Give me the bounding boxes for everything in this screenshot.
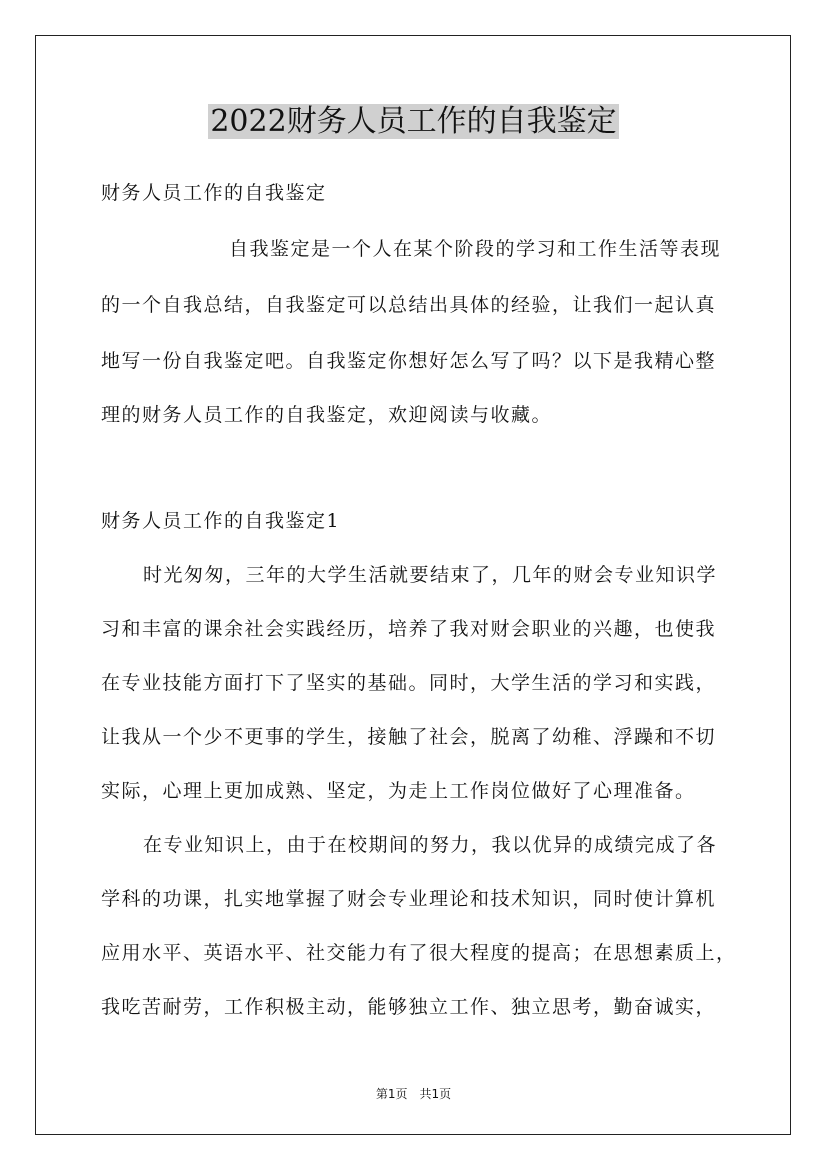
intro-line-3: 地写一份自我鉴定吧。自我鉴定你想好怎么写了吗？以下是我精心整 (101, 350, 717, 372)
para1-line-1: 时光匆匆，三年的大学生活就要结束了，几年的财会专业知识学 (143, 564, 718, 586)
para2-line-2: 学科的功课，扎实地掌握了财会专业理论和技术知识，同时使计算机 (101, 888, 717, 910)
para1-line-3: 在专业技能方面打下了坚实的基础。同时，大学生活的学习和实践， (101, 672, 717, 694)
document-subtitle: 财务人员工作的自我鉴定 (101, 182, 327, 204)
para1-line-4: 让我从一个少不更事的学生，接触了社会，脱离了幼稚、浮躁和不切 (101, 726, 717, 748)
intro-line-1: 自我鉴定是一个人在某个阶段的学习和工作生活等表现 (229, 238, 722, 260)
intro-line-4: 理的财务人员工作的自我鉴定，欢迎阅读与收藏。 (101, 404, 553, 426)
para2-line-3: 应用水平、英语水平、社交能力有了很大程度的提高；在思想素质上， (101, 942, 737, 964)
intro-line-2: 的一个自我总结，自我鉴定可以总结出具体的经验，让我们一起认真 (101, 294, 717, 316)
page-number: 第1页 共1页 (375, 1087, 452, 1101)
para2-line-4: 我吃苦耐劳，工作积极主动，能够独立工作、独立思考，勤奋诚实， (101, 996, 717, 1018)
para1-line-5: 实际，心理上更加成熟、坚定，为走上工作岗位做好了心理准备。 (101, 780, 696, 802)
para2-line-1: 在专业知识上，由于在校期间的努力，我以优异的成绩完成了各 (143, 834, 718, 856)
para1-line-2: 习和丰富的课余社会实践经历，培养了我对财会职业的兴趣，也使我 (101, 618, 717, 640)
document-title: 2022财务人员工作的自我鉴定 (210, 104, 617, 139)
section-heading: 财务人员工作的自我鉴定1 (101, 510, 341, 532)
